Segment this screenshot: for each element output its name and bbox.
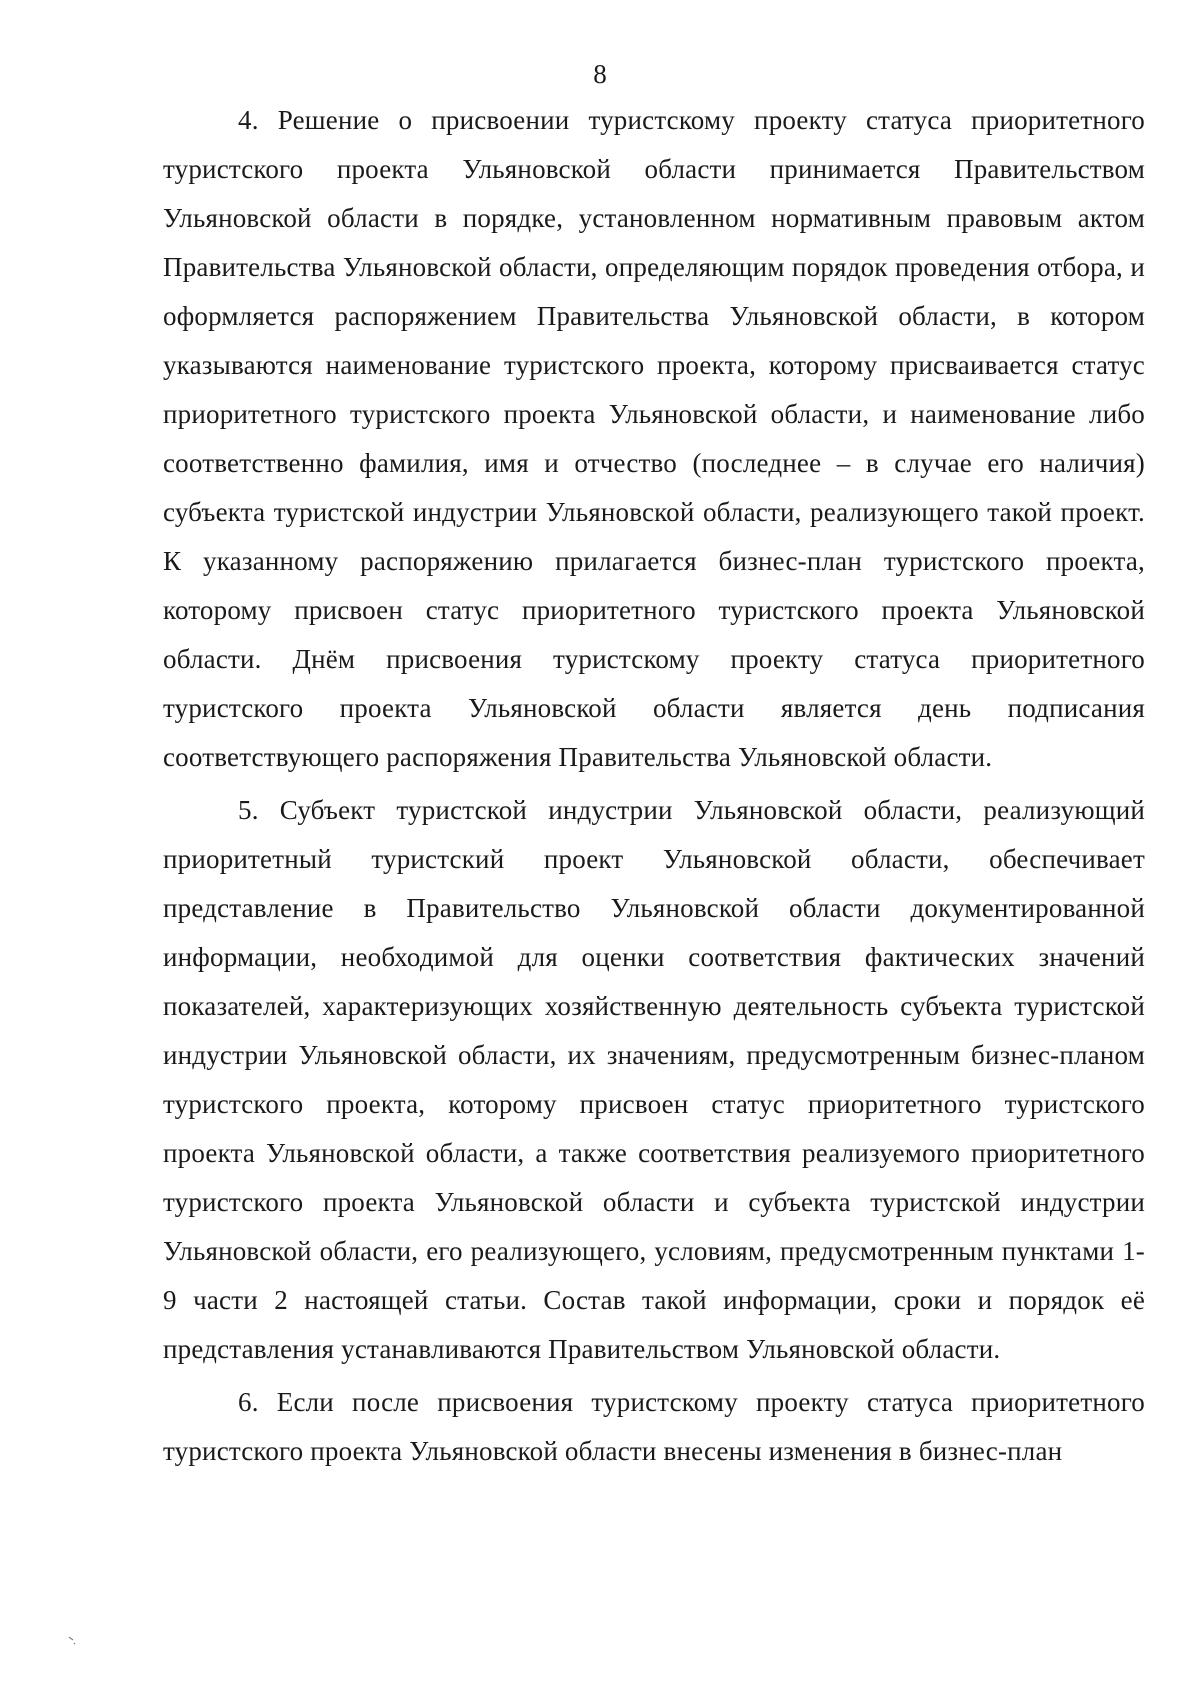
scan-artifact-mark	[68, 1635, 82, 1649]
paragraph-5: 5. Субъект туристской индустрии Ульяновской области, реализующий приоритетный туристский проект Ульяновской области, обеспечивает представление в Правительство Ульяновской области документированной информации, необходимой для оценки соответствия фактических значений показателей, характеризующих хозяйственную деятельность субъекта туристской индустрии Ульяновской области, их значениям, предусмотренным бизнес-планом туристского проекта, которому присвоен статус приоритетного туристского проекта Ульяновской области, а также соответствия реализуемого приоритетного туристского проекта Ульяновской области и субъекта туристской индустрии Ульяновской области, его реализующего, условиям, предусмотренным пунктами 1-9 части 2 настоящей статьи. Состав такой информации, сроки и порядок её представления устанавливаются Правительством Ульяновской области.	[163, 795, 1145, 1364]
page-number: 8	[593, 59, 607, 89]
paragraph-4: 4. Решение о присвоении туристскому проекту статуса приоритетного туристского проекта Ульяновской области принимается Правительством Ульяновской области в порядке, установленном нормативным правовым актом Правительства Ульяновской области, определяющим порядок проведения отбора, и оформляется распоряжением Правительства Ульяновской области, в котором указываются наименование туристского проекта, которому присваивается статус приоритетного туристского проекта Ульяновской области, и наименование либо соответственно фамилия, имя и отчество (последнее – в случае его наличия) субъекта туристской индустрии Ульяновской области, реализующего такой проект. К указанному распоряжению прилагается бизнес-план туристского проекта, которому присвоен статус приоритетного туристского проекта Ульяновской области. Днём присвоения туристскому проекту статуса приоритетного туристского проекта Ульяновской области является день подписания соответствующего распоряжения Правительства Ульяновской области.	[163, 105, 1145, 772]
paragraph-6: 6. Если после присвоения туристскому проекту статуса приоритетного туристского проекта Ульяновской области внесены изменения в бизнес-план	[163, 1387, 1145, 1466]
document-body	[163, 96, 1145, 1476]
